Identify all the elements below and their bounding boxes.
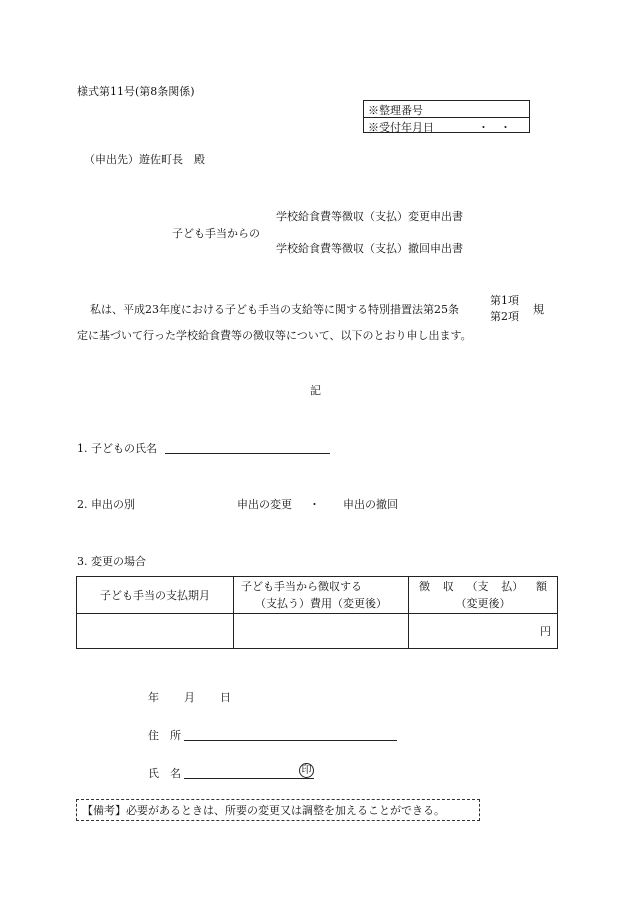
header-fee-line1: 子ども手当から徴収する	[241, 580, 362, 593]
option-change[interactable]: 申出の変更	[237, 498, 292, 511]
date-month: 月	[184, 691, 195, 704]
seal-icon: 印	[299, 763, 314, 778]
header-amount-char: 収	[442, 580, 454, 593]
header-amount	[409, 577, 558, 614]
form-label: 様式第11号(第8条関係)	[77, 85, 195, 98]
header-amount-char: 払）	[501, 580, 524, 593]
header-amount-char: （支	[466, 580, 489, 593]
header-fee-line2: （支払う）費用（変更後）	[255, 597, 387, 610]
option-withdraw[interactable]: 申出の撤回	[343, 498, 398, 511]
address-label: 住 所	[148, 729, 181, 742]
header-amount-char: 額	[536, 580, 547, 593]
date-year: 年	[148, 691, 159, 704]
addressee: （申出先）遊佐町長 殿	[84, 153, 205, 166]
body-line-1: 私は、平成23年度における子ども手当の支給等に関する特別措置法第25条	[90, 303, 459, 316]
name-label: 氏 名	[148, 767, 181, 780]
child-name-line[interactable]	[165, 440, 330, 454]
header-amount-line2: （変更後）	[455, 597, 511, 610]
body-line-2: 定に基づいて行った学校給食費等の徴収等について、以下のとおり申し出ます。	[77, 329, 472, 342]
cell-payment-month[interactable]	[77, 614, 234, 649]
header-amount-line1	[409, 578, 557, 595]
ki-heading: 記	[310, 384, 321, 397]
item3-label: 3. 変更の場合	[77, 555, 146, 568]
header-amount-char: 徴	[419, 580, 430, 593]
date-day: 日	[220, 691, 231, 704]
address-line[interactable]	[184, 727, 397, 741]
cell-amount[interactable]	[409, 614, 558, 649]
reference-number-label: ※整理番号	[368, 104, 423, 117]
item1-label: 1. 子どもの氏名	[77, 442, 157, 455]
received-date-dots: ・ ・	[478, 121, 511, 134]
note-box: 【備考】必要があるときは、所要の変更又は調整を加えることができる。	[76, 799, 480, 821]
name-line[interactable]	[184, 765, 314, 779]
item2-label: 2. 申出の別	[77, 498, 135, 511]
table-row	[77, 614, 558, 649]
header-fee	[234, 577, 409, 614]
registration-box	[363, 100, 530, 133]
clause-option-2: 第2項	[490, 310, 519, 323]
yen-unit: 円	[540, 624, 551, 638]
change-table	[76, 576, 558, 649]
clause-option-1: 第1項	[490, 294, 519, 307]
title-option-withdraw: 学校給食費等徴収（支払）撤回申出書	[276, 242, 463, 255]
option-separator: ・	[309, 498, 320, 511]
body-line-1-end: 規	[533, 303, 544, 316]
header-payment-month: 子ども手当の支払期月	[77, 577, 234, 614]
title-option-change: 学校給食費等徴収（支払）変更申出書	[276, 210, 463, 223]
title-prefix: 子ども手当からの	[172, 227, 260, 240]
received-date-label: ※受付年月日	[368, 121, 434, 134]
table-header-row	[77, 577, 558, 614]
cell-fee[interactable]	[234, 614, 409, 649]
